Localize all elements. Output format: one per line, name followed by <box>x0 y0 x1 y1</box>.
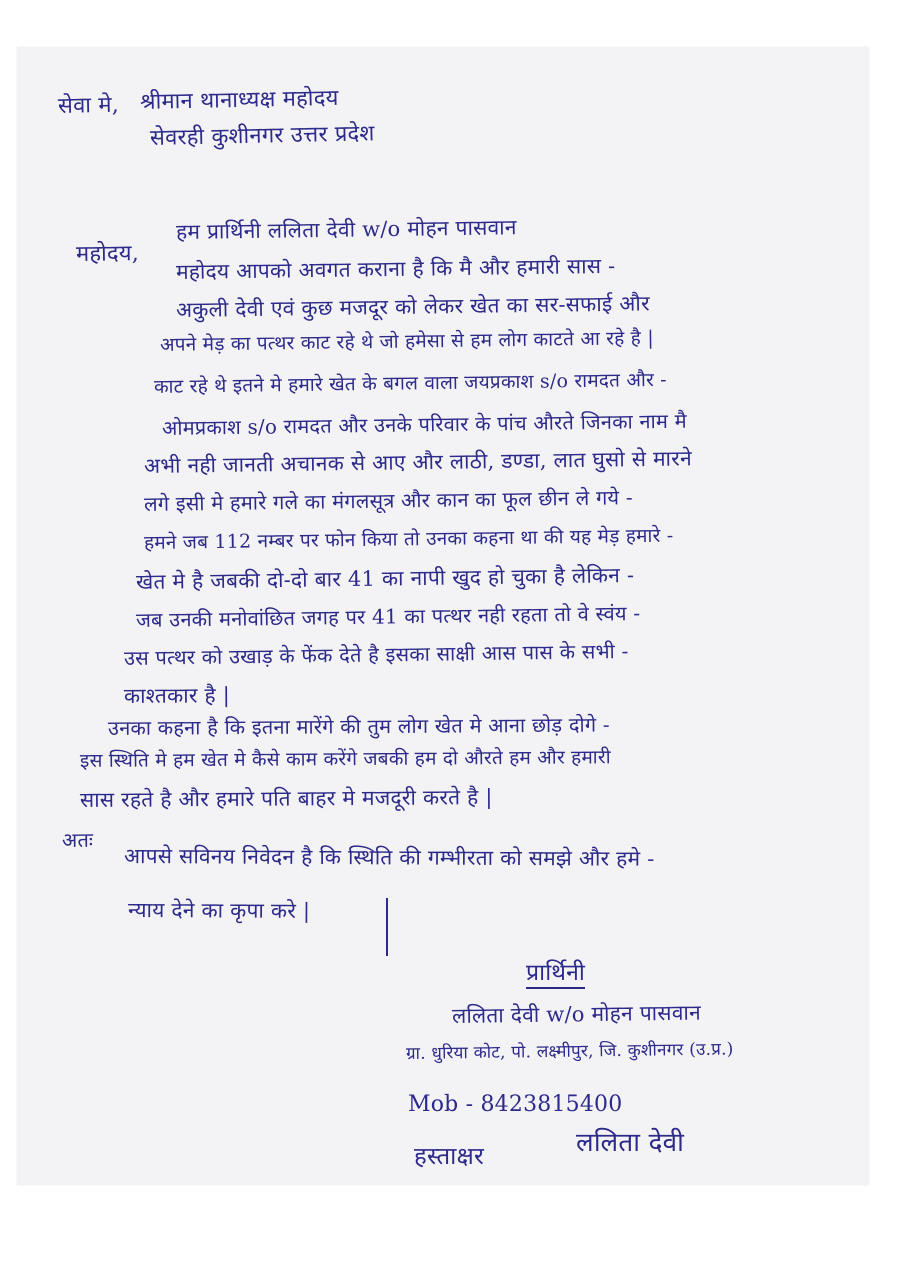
body-line: सास रहते है और हमारे पति बाहर मे मजदूरी करते है | <box>79 785 493 812</box>
signature-label: हस्ताक्षर <box>414 1142 484 1170</box>
body-line: खेत मे है जबकी दो-दो बार 41 का नापी खुद हो चुका है लेकिन - <box>135 563 635 594</box>
body-line: ओमप्रकाश s/o रामदत और उनके परिवार के पांच औरते जिनका नाम मै <box>161 408 687 440</box>
recipient-line-1: श्रीमान थानाध्यक्ष महोदय <box>139 85 339 115</box>
sender-address: ग्रा. धुरिया कोट, पो. लक्ष्मीपुर, जि. कुशीनगर (उ.प्र.) <box>405 1039 734 1064</box>
greeting: महोदय, <box>75 241 140 267</box>
body-line: काट रहे थे इतने मे हमारे खेत के बगल वाला जयप्रकाश s/o रामदत और - <box>153 368 667 398</box>
body-line: उस पत्थर को उखाड़ के फेंक देते है इसका साक्षी आस पास के सभी - <box>123 638 629 670</box>
signature-title: प्रार्थिनी <box>526 962 585 989</box>
body-line: अपने मेड़ का पत्थर काट रहे थे जो हमेसा से हम लोग काटते आ रहे है | <box>159 327 654 356</box>
body-line: लगे इसी मे हमारे गले का मंगलसूत्र और कान का फूल छीन ले गये - <box>143 485 633 516</box>
closing-line: आपसे सविनय निवेदन है कि स्थिति की गम्भीरता को समझे और हमे - <box>123 844 655 871</box>
body-line: अकुली देवी एवं कुछ मजदूर को लेकर खेत का सर-सफाई और <box>175 291 650 322</box>
body-line: इस स्थिति मे हम खेत मे कैसे काम करेंगे जबकी हम दो औरते हम और हमारी <box>79 746 611 772</box>
recipient-line-2: सेवरही कुशीनगर उत्तर प्रदेश <box>149 121 375 151</box>
closing-line: न्याय देने का कृपा करे | <box>127 898 311 923</box>
body-line: अभी नही जानती अचानक से आए और लाठी, डण्डा, लात घुसो से मारने <box>143 446 693 478</box>
closing-prefix: अतः <box>61 827 94 852</box>
body-line: हम प्रार्थिनी ललिता देवी w/o मोहन पासवान <box>175 215 517 244</box>
body-line: महोदय आपको अवगत कराना है कि मै और हमारी सास - <box>175 253 616 284</box>
signature-name: ललिता देवी <box>576 1128 685 1158</box>
body-line: जब उनकी मनोवांछित जगह पर 41 का पत्थर नही रहता तो वे स्वंय - <box>135 600 641 632</box>
closing-stroke <box>386 898 388 956</box>
body-line: हमने जब 112 नम्बर पर फोन किया तो उनका कहना था की यह मेड़ हमारे - <box>143 524 674 554</box>
sender-mobile: Mob - 8423815400 <box>408 1092 623 1117</box>
sender-name: ललिता देवी w/o मोहन पासवान <box>451 1000 702 1028</box>
salutation-prefix: सेवा मे, <box>57 92 120 119</box>
body-line: काश्तकार है | <box>123 683 231 708</box>
body-line: उनका कहना है कि इतना मारेंगे की तुम लोग खेत मे आना छोड़ दोगे - <box>107 712 610 740</box>
